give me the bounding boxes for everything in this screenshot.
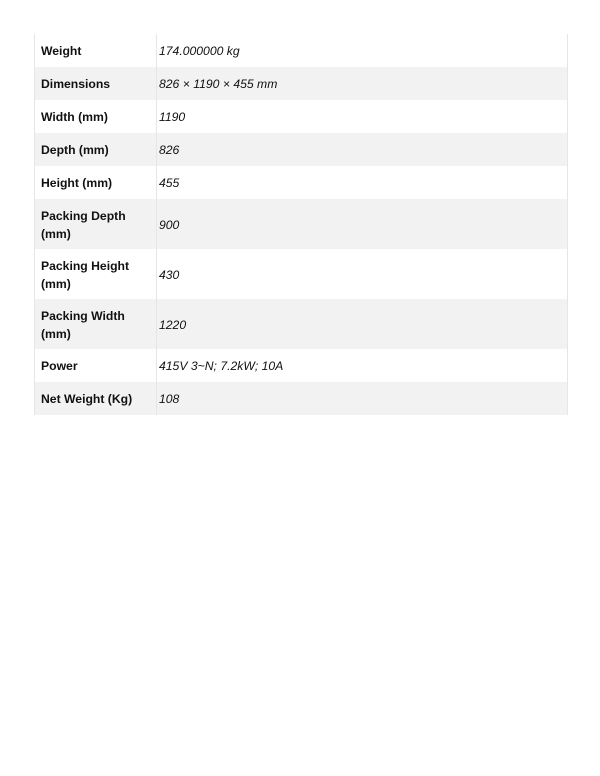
spec-label-dimensions: Dimensions <box>35 67 157 100</box>
spec-label-depth: Depth (mm) <box>35 133 157 166</box>
spec-value-net-weight: 108 <box>157 382 568 415</box>
specifications-table <box>34 34 568 415</box>
spec-label-packing-height: Packing Height (mm) <box>35 249 157 299</box>
spec-label-net-weight: Net Weight (Kg) <box>35 382 157 415</box>
table-row <box>35 199 568 249</box>
table-row <box>35 249 568 299</box>
spec-value-power: 415V 3~N; 7.2kW; 10A <box>157 349 568 382</box>
table-row <box>35 382 568 415</box>
table-row <box>35 100 568 133</box>
spec-label-packing-depth: Packing Depth (mm) <box>35 199 157 249</box>
spec-label-weight: Weight <box>35 34 157 67</box>
spec-value-depth: 826 <box>157 133 568 166</box>
spec-value-height: 455 <box>157 166 568 199</box>
spec-label-packing-width: Packing Width (mm) <box>35 299 157 349</box>
table-row <box>35 67 568 100</box>
table-row <box>35 349 568 382</box>
spec-label-height: Height (mm) <box>35 166 157 199</box>
spec-value-dimensions: 826 × 1190 × 455 mm <box>157 67 568 100</box>
spec-value-packing-depth: 900 <box>157 199 568 249</box>
spec-label-power: Power <box>35 349 157 382</box>
spec-value-width: 1190 <box>157 100 568 133</box>
table-row <box>35 133 568 166</box>
spec-value-packing-height: 430 <box>157 249 568 299</box>
table-row <box>35 166 568 199</box>
spec-label-width: Width (mm) <box>35 100 157 133</box>
spec-value-weight: 174.000000 kg <box>157 34 568 67</box>
table-row <box>35 299 568 349</box>
table-row <box>35 34 568 67</box>
spec-value-packing-width: 1220 <box>157 299 568 349</box>
